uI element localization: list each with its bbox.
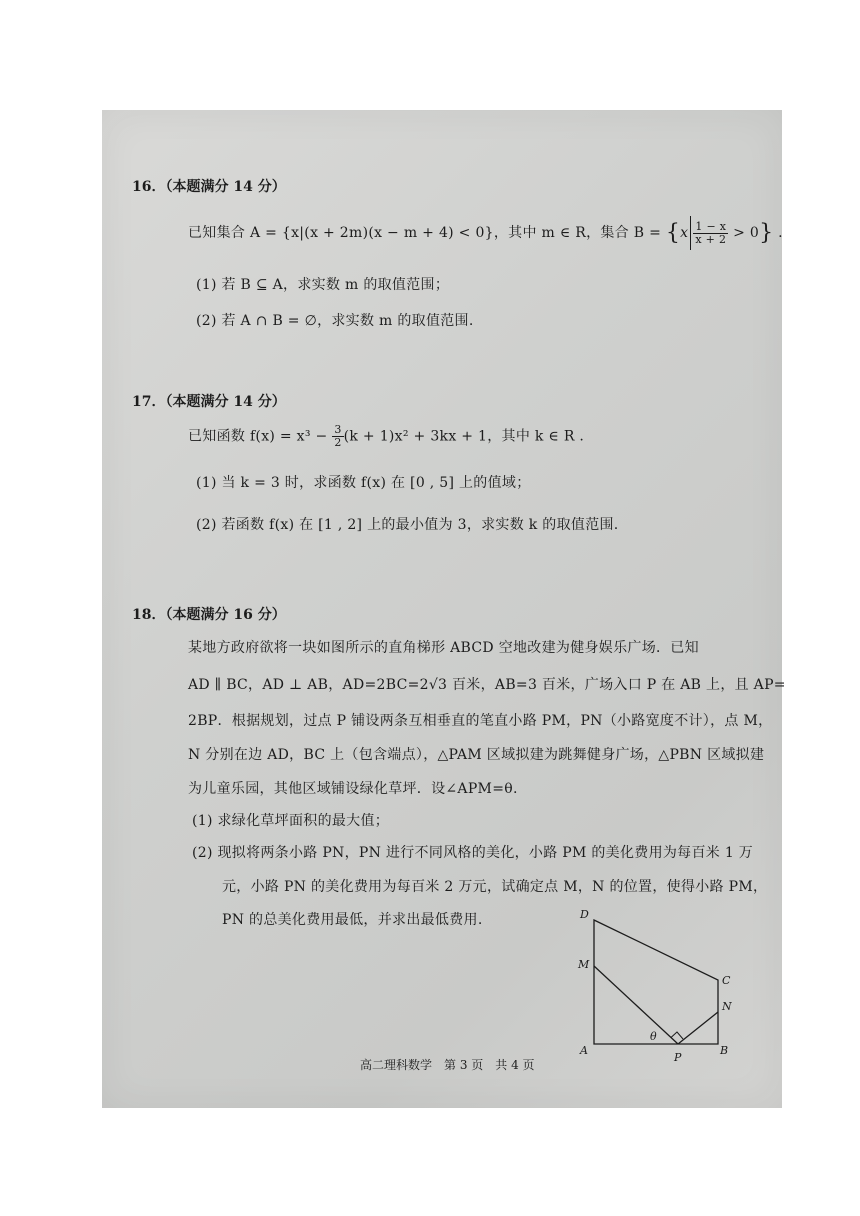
trapezoid-abcd xyxy=(594,920,718,1044)
brace-close: } xyxy=(759,220,774,246)
q16-stem-text: 已知集合 A = {x|(x + 2m)(x − m + 4) < 0}，其中 m ∈ R，集合 B = xyxy=(188,225,666,241)
label-theta: θ xyxy=(650,1030,657,1043)
q18-heading: 18．（本题满分 16 分） xyxy=(132,607,286,623)
exam-page xyxy=(102,110,786,1108)
q17-stem: 已知函数 f(x) = x³ − $\frac{3}{2}$ (k + 1)x² + 3kx + 1，其中 k ∈ R . xyxy=(188,423,585,449)
q18-line-5: 为儿童乐园，其他区域铺设绿化草坪．设∠APM=θ. xyxy=(188,781,518,797)
label-n: N xyxy=(722,1000,732,1013)
q16-stem-tail: > 0 xyxy=(733,225,760,241)
q18-part1: (1) 求绿化草坪面积的最大值； xyxy=(192,813,390,829)
label-m: M xyxy=(578,958,590,971)
q18-line-1: 某地方政府欲将一块如图所示的直角梯形 ABCD 空地改建为健身娱乐广场．已知 xyxy=(188,640,699,656)
q17-heading: 17．（本题满分 14 分） xyxy=(132,394,286,410)
q18-line-2: AD ∥ BC，AD ⊥ AB，AD=2BC=2√3 百米，AB=3 百米，广场入口 P 在 AB 上，且 AP= xyxy=(188,677,786,693)
label-p: P xyxy=(674,1051,682,1064)
label-b: B xyxy=(720,1044,729,1057)
q18-part2-line-2: 元，小路 PN 的美化费用为每百米 2 万元，试确定点 M，N 的位置，使得小路 PM， xyxy=(222,879,768,895)
path-pn xyxy=(678,1012,718,1044)
brace-open: { xyxy=(665,220,681,246)
label-a: A xyxy=(580,1044,588,1057)
q18-line-3: 2BP．根据规划，过点 P 铺设两条互相垂直的笔直小路 PM，PN（小路宽度不计），点 M， xyxy=(188,713,773,729)
label-d: D xyxy=(580,908,589,921)
q18-line-4: N 分别在边 AD，BC 上（包含端点），△PAM 区域拟建为跳舞健身广场，△PBN 区域拟建 xyxy=(188,747,765,763)
path-pm xyxy=(594,966,678,1044)
q16-part2: (2) 若 A ∩ B = ∅，求实数 m 的取值范围. xyxy=(196,313,474,329)
q17-part1: (1) 当 k = 3 时，求函数 f(x) 在 [0 , 5] 上的值域； xyxy=(196,475,531,491)
q16-fraction: $\frac{1 - x}{x + 2}$ xyxy=(695,219,727,246)
q17-fraction: $\frac{3}{2}$ xyxy=(334,423,342,449)
q18-part2-line-1: (2) 现拟将两条小路 PN，PN 进行不同风格的美化，小路 PM 的美化费用为每百米 1 万 xyxy=(192,845,754,861)
page-footer: 高二理科数学 第 3 页 共 4 页 xyxy=(360,1058,535,1072)
label-c: C xyxy=(722,974,731,987)
trapezoid-figure xyxy=(570,906,750,1076)
q18-part2-line-3: PN 的总美化费用最低，并求出最低费用. xyxy=(222,912,483,928)
q16-stem: 已知集合 A = {x|(x + 2m)(x − m + 4) < 0}，其中 m ∈ R，集合 B = {x $\frac{1 - x}{x + 2}$ > 0} . xyxy=(188,216,783,250)
q16-heading: 16．（本题满分 14 分） xyxy=(132,179,286,195)
right-angle-mark xyxy=(671,1032,683,1039)
q16-part1: (1) 若 B ⊆ A，求实数 m 的取值范围； xyxy=(196,277,450,293)
q17-part2: (2) 若函数 f(x) 在 [1 , 2] 上的最小值为 3，求实数 k 的取值范围. xyxy=(196,517,619,533)
